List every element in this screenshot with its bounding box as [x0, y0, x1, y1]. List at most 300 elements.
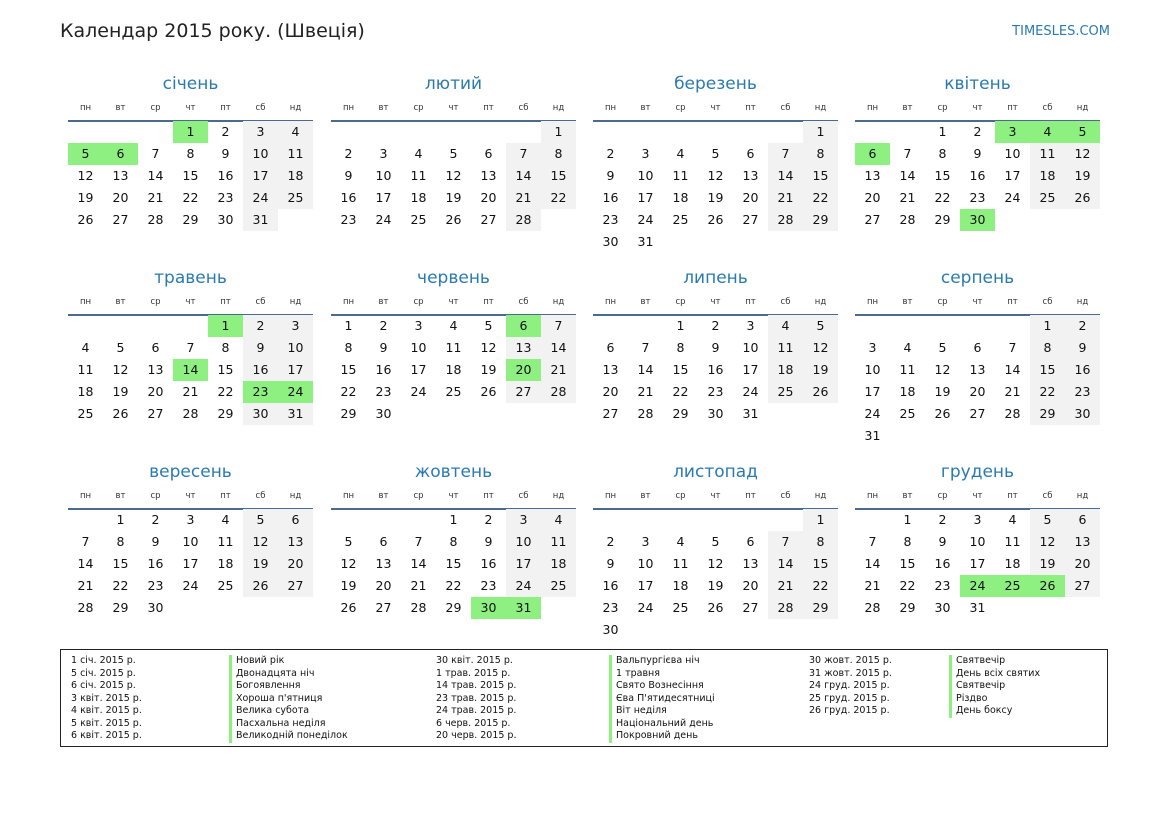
day-cell: 17	[278, 359, 313, 381]
legend-item: Хороша п'ятниця	[229, 693, 348, 706]
day-cell: 6	[606, 340, 615, 355]
day-cell: 14	[768, 553, 803, 575]
day-cell: 11	[899, 362, 916, 377]
day-cell: 26	[707, 212, 724, 227]
day-cell: 7	[81, 534, 90, 549]
day-cell: 5	[116, 340, 125, 355]
weekday-label: пт	[1007, 297, 1018, 307]
legend-item: День боксу	[949, 705, 1040, 718]
day-cell: 13	[278, 531, 313, 553]
day-cell: 8	[676, 340, 685, 355]
day-cell: 23	[707, 384, 724, 399]
day-cell: 25	[278, 187, 313, 209]
weekday-label: сб	[518, 297, 529, 307]
day-cell: 1	[1030, 315, 1065, 337]
day-cell: 8	[1030, 337, 1065, 359]
day-cell: 28	[1004, 406, 1021, 421]
day-cell: 4	[1008, 512, 1017, 527]
day-cell: 3	[414, 318, 423, 333]
legend-dates-col3	[809, 655, 892, 718]
day-cell: 27	[969, 406, 986, 421]
day-cell: 13	[480, 168, 497, 183]
day-cell: 10	[506, 531, 541, 553]
day-cell: 30	[602, 234, 619, 249]
day-cell: 1	[344, 318, 353, 333]
day-cell: 5	[711, 146, 720, 161]
day-cell: 18	[278, 165, 313, 187]
day-cell: 9	[221, 146, 230, 161]
day-cell: 12	[340, 556, 357, 571]
day-cell: 12	[112, 362, 129, 377]
legend-item: Святвечір	[949, 655, 1040, 668]
day-cell: 31	[864, 428, 881, 443]
day-cell: 24	[1004, 190, 1021, 205]
day-cell: 28	[768, 209, 803, 231]
day-cell: 15	[112, 556, 129, 571]
holiday-day-cell: 24	[960, 575, 995, 597]
day-cell: 2	[938, 512, 947, 527]
weekday-label: вт	[902, 491, 913, 501]
day-cell: 8	[116, 534, 125, 549]
day-cell: 24	[637, 600, 654, 615]
day-cell: 7	[414, 534, 423, 549]
weekday-label: сб	[780, 491, 791, 501]
day-cell: 16	[147, 556, 164, 571]
day-cell: 22	[340, 384, 357, 399]
day-cell: 19	[934, 384, 951, 399]
day-cell: 10	[637, 556, 654, 571]
day-cell: 10	[637, 168, 654, 183]
day-cell: 4	[676, 534, 685, 549]
weekday-label: пн	[342, 103, 355, 113]
weekday-label: пн	[79, 297, 92, 307]
day-cell: 16	[969, 168, 986, 183]
day-cell: 1	[803, 509, 838, 531]
day-cell: 19	[340, 578, 357, 593]
day-cell: 29	[112, 600, 129, 615]
day-cell: 22	[934, 190, 951, 205]
day-cell: 20	[112, 190, 129, 205]
day-cell: 5	[484, 318, 493, 333]
weekday-label: ср	[675, 297, 686, 307]
day-cell: 14	[768, 165, 803, 187]
day-cell: 7	[768, 143, 803, 165]
day-cell: 2	[221, 124, 230, 139]
day-cell: 2	[711, 318, 720, 333]
day-cell: 17	[506, 553, 541, 575]
day-cell: 17	[410, 362, 427, 377]
day-cell: 2	[1065, 315, 1100, 337]
day-cell: 29	[340, 406, 357, 421]
day-cell: 24	[375, 212, 392, 227]
day-cell: 2	[973, 124, 982, 139]
weekday-label: нд	[1076, 491, 1089, 501]
day-cell: 19	[112, 384, 129, 399]
day-cell: 25	[768, 381, 803, 403]
day-cell: 23	[480, 578, 497, 593]
legend-item: Віт неділя	[609, 705, 715, 718]
day-cell: 17	[742, 362, 759, 377]
day-cell: 4	[541, 509, 576, 531]
weekday-label: сб	[1042, 103, 1053, 113]
day-cell: 21	[1004, 384, 1021, 399]
day-cell: 20	[147, 384, 164, 399]
holiday-day-cell: 14	[173, 359, 208, 381]
weekday-label: сб	[255, 103, 266, 113]
day-cell: 21	[768, 187, 803, 209]
day-cell: 30	[707, 406, 724, 421]
day-cell: 10	[864, 362, 881, 377]
weekday-label: пт	[483, 491, 494, 501]
weekday-label: нд	[289, 103, 302, 113]
day-cell: 7	[541, 315, 576, 337]
legend-item: Свято Вознесіння	[609, 680, 715, 693]
month-divider	[593, 120, 838, 122]
weekday-label: ср	[937, 297, 948, 307]
day-cell: 21	[768, 575, 803, 597]
day-cell: 29	[934, 212, 951, 227]
day-cell: 30	[934, 600, 951, 615]
day-cell: 26	[803, 381, 838, 403]
holiday-day-cell: 1	[208, 315, 243, 337]
weekday-label: пт	[220, 103, 231, 113]
weekday-label: вт	[640, 297, 651, 307]
day-cell: 22	[217, 384, 234, 399]
weekday-label: сб	[255, 491, 266, 501]
day-cell: 9	[243, 337, 278, 359]
day-cell: 27	[278, 575, 313, 597]
day-cell: 14	[864, 556, 881, 571]
day-cell: 22	[445, 578, 462, 593]
day-cell: 21	[864, 578, 881, 593]
day-cell: 15	[445, 556, 462, 571]
day-cell: 1	[116, 512, 125, 527]
day-cell: 11	[672, 168, 689, 183]
day-cell: 4	[676, 146, 685, 161]
weekday-label: пт	[220, 297, 231, 307]
legend-dates-col2	[436, 655, 516, 743]
day-cell: 30	[602, 622, 619, 637]
holiday-day-cell: 6	[506, 315, 541, 337]
day-cell: 4	[768, 315, 803, 337]
day-cell: 31	[969, 600, 986, 615]
site-link[interactable]: TIMESLES.COM	[1012, 24, 1110, 39]
day-cell: 8	[903, 534, 912, 549]
day-cell: 28	[506, 209, 541, 231]
day-cell: 19	[445, 190, 462, 205]
weekday-label: пт	[745, 103, 756, 113]
weekday-label: ср	[413, 103, 424, 113]
day-cell: 23	[602, 600, 619, 615]
month-divider	[593, 508, 838, 510]
day-cell: 22	[1030, 381, 1065, 403]
weekday-label: ср	[675, 491, 686, 501]
day-cell: 11	[410, 168, 427, 183]
day-cell: 11	[1030, 143, 1065, 165]
day-cell: 27	[742, 212, 759, 227]
legend-item: 5 квіт. 2015 р.	[71, 717, 142, 729]
weekday-label: пн	[604, 297, 617, 307]
weekday-label: вт	[378, 103, 389, 113]
day-cell: 5	[803, 315, 838, 337]
day-cell: 17	[1004, 168, 1021, 183]
legend-item: 30 жовт. 2015 р.	[809, 655, 892, 666]
day-cell: 4	[221, 512, 230, 527]
weekday-label: ср	[937, 103, 948, 113]
day-cell: 16	[375, 362, 392, 377]
day-cell: 18	[410, 190, 427, 205]
day-cell: 4	[414, 146, 423, 161]
day-cell: 9	[1065, 337, 1100, 359]
day-cell: 7	[186, 340, 195, 355]
month-name: серпень	[940, 268, 1015, 288]
legend-item: Пасхальна неділя	[229, 718, 348, 731]
page-title: Календар 2015 року. (Швеція)	[60, 20, 365, 42]
weekday-label: чт	[448, 103, 459, 113]
day-cell: 11	[217, 534, 234, 549]
day-cell: 28	[541, 381, 576, 403]
day-cell: 5	[711, 534, 720, 549]
month-name: квітень	[944, 74, 1011, 94]
day-cell: 7	[506, 143, 541, 165]
legend-item: 3 квіт. 2015 р.	[71, 692, 142, 704]
weekday-label: пн	[342, 491, 355, 501]
weekday-label: чт	[710, 103, 721, 113]
day-cell: 21	[637, 384, 654, 399]
weekday-label: нд	[552, 103, 565, 113]
day-cell: 28	[410, 600, 427, 615]
day-cell: 4	[81, 340, 90, 355]
month-name: листопад	[673, 462, 758, 482]
weekday-label: чт	[185, 491, 196, 501]
day-cell: 4	[449, 318, 458, 333]
weekday-label: ср	[150, 491, 161, 501]
day-cell: 6	[746, 534, 755, 549]
weekday-label: пт	[483, 103, 494, 113]
day-cell: 22	[803, 187, 838, 209]
legend-item: 4 квіт. 2015 р.	[71, 705, 142, 716]
day-cell: 21	[410, 578, 427, 593]
legend-item: 30 квіт. 2015 р.	[436, 655, 513, 666]
day-cell: 24	[742, 384, 759, 399]
legend-item: Святвечір	[949, 680, 1040, 693]
weekday-label: нд	[552, 297, 565, 307]
day-cell: 27	[864, 212, 881, 227]
day-cell: 6	[1065, 509, 1100, 531]
day-cell: 22	[672, 384, 689, 399]
weekday-label: сб	[780, 297, 791, 307]
day-cell: 18	[77, 384, 94, 399]
month-name: березень	[674, 74, 757, 94]
day-cell: 5	[1030, 509, 1065, 531]
weekday-label: нд	[814, 491, 827, 501]
holiday-day-cell: 1	[173, 121, 208, 143]
day-cell: 29	[672, 406, 689, 421]
day-cell: 12	[803, 337, 838, 359]
day-cell: 9	[484, 534, 493, 549]
day-cell: 27	[602, 406, 619, 421]
day-cell: 13	[742, 168, 759, 183]
holiday-day-cell: 31	[506, 597, 541, 619]
weekday-label: нд	[552, 491, 565, 501]
day-cell: 26	[480, 384, 497, 399]
day-cell: 16	[602, 578, 619, 593]
day-cell: 9	[938, 534, 947, 549]
day-cell: 10	[410, 340, 427, 355]
holiday-day-cell: 30	[471, 597, 506, 619]
day-cell: 23	[602, 212, 619, 227]
legend-names-col1	[229, 655, 348, 743]
day-cell: 18	[672, 190, 689, 205]
day-cell: 25	[899, 406, 916, 421]
day-cell: 30	[1065, 403, 1100, 425]
legend-item: 1 трав. 2015 р.	[436, 667, 511, 679]
weekday-label: сб	[1042, 491, 1053, 501]
legend-item: 5 січ. 2015 р.	[71, 667, 136, 679]
day-cell: 22	[541, 187, 576, 209]
holiday-day-cell: 23	[243, 381, 278, 403]
day-cell: 11	[1004, 534, 1021, 549]
legend-names-col2	[609, 655, 715, 743]
weekday-label: пн	[604, 491, 617, 501]
day-cell: 11	[77, 362, 94, 377]
holiday-day-cell: 5	[68, 143, 103, 165]
day-cell: 15	[672, 362, 689, 377]
day-cell: 26	[707, 600, 724, 615]
weekday-label: нд	[1076, 297, 1089, 307]
weekday-label: пт	[1007, 491, 1018, 501]
day-cell: 15	[899, 556, 916, 571]
weekday-label: нд	[814, 297, 827, 307]
day-cell: 8	[221, 340, 230, 355]
day-cell: 10	[742, 340, 759, 355]
legend-item: 26 груд. 2015 р.	[809, 705, 890, 716]
month-name: травень	[154, 268, 227, 288]
day-cell: 3	[278, 315, 313, 337]
day-cell: 29	[445, 600, 462, 615]
day-cell: 19	[1030, 553, 1065, 575]
day-cell: 7	[768, 531, 803, 553]
day-cell: 1	[903, 512, 912, 527]
day-cell: 8	[803, 531, 838, 553]
weekday-label: сб	[518, 103, 529, 113]
day-cell: 7	[903, 146, 912, 161]
day-cell: 29	[803, 597, 838, 619]
legend-item: Національний день	[609, 718, 715, 731]
day-cell: 10	[969, 534, 986, 549]
holiday-legend	[60, 649, 1108, 747]
weekday-label: пн	[604, 103, 617, 113]
weekday-label: пн	[79, 103, 92, 113]
day-cell: 7	[641, 340, 650, 355]
weekday-label: чт	[972, 103, 983, 113]
day-cell: 11	[672, 556, 689, 571]
day-cell: 13	[112, 168, 129, 183]
legend-item: Велика субота	[229, 705, 348, 718]
day-cell: 2	[484, 512, 493, 527]
day-cell: 10	[243, 143, 278, 165]
weekday-label: чт	[185, 103, 196, 113]
day-cell: 11	[768, 337, 803, 359]
day-cell: 3	[641, 146, 650, 161]
legend-item: 6 січ. 2015 р.	[71, 680, 136, 691]
day-cell: 2	[344, 146, 353, 161]
weekday-label: вт	[115, 297, 126, 307]
day-cell: 8	[186, 146, 195, 161]
legend-item: 20 черв. 2015 р.	[436, 730, 517, 741]
day-cell: 30	[375, 406, 392, 421]
day-cell: 2	[151, 512, 160, 527]
weekday-label: ср	[937, 491, 948, 501]
day-cell: 20	[480, 190, 497, 205]
day-cell: 3	[506, 509, 541, 531]
day-cell: 1	[541, 121, 576, 143]
day-cell: 31	[243, 209, 278, 231]
weekday-label: вт	[115, 103, 126, 113]
day-cell: 28	[637, 406, 654, 421]
legend-item: 1 травня	[609, 668, 715, 681]
weekday-label: нд	[289, 491, 302, 501]
day-cell: 10	[1004, 146, 1021, 161]
day-cell: 9	[606, 556, 615, 571]
day-cell: 16	[1065, 359, 1100, 381]
day-cell: 19	[803, 359, 838, 381]
day-cell: 28	[899, 212, 916, 227]
day-cell: 22	[803, 575, 838, 597]
day-cell: 19	[480, 362, 497, 377]
day-cell: 23	[1065, 381, 1100, 403]
legend-item: Покровний день	[609, 730, 715, 743]
day-cell: 9	[711, 340, 720, 355]
legend-item: День всіх святих	[949, 668, 1040, 681]
day-cell: 13	[742, 556, 759, 571]
day-cell: 17	[243, 165, 278, 187]
day-cell: 19	[707, 190, 724, 205]
holiday-day-cell: 4	[1030, 121, 1065, 143]
legend-item: 24 трав. 2015 р.	[436, 705, 517, 716]
day-cell: 26	[243, 575, 278, 597]
day-cell: 18	[768, 359, 803, 381]
day-cell: 6	[278, 509, 313, 531]
weekday-label: сб	[255, 297, 266, 307]
day-cell: 5	[938, 340, 947, 355]
day-cell: 27	[742, 600, 759, 615]
day-cell: 29	[899, 600, 916, 615]
weekday-label: ср	[675, 103, 686, 113]
day-cell: 20	[375, 578, 392, 593]
weekday-label: пт	[483, 297, 494, 307]
month-name: лютий	[424, 74, 483, 94]
day-cell: 14	[506, 165, 541, 187]
day-cell: 6	[746, 146, 755, 161]
day-cell: 19	[243, 553, 278, 575]
day-cell: 25	[672, 600, 689, 615]
weekday-label: вт	[902, 297, 913, 307]
day-cell: 1	[803, 121, 838, 143]
legend-item: Різдво	[949, 693, 1040, 706]
day-cell: 3	[379, 146, 388, 161]
day-cell: 9	[606, 168, 615, 183]
legend-item: 24 груд. 2015 р.	[809, 680, 890, 691]
weekday-label: чт	[972, 297, 983, 307]
weekday-label: сб	[1042, 297, 1053, 307]
weekday-label: ср	[413, 297, 424, 307]
weekday-label: пт	[1007, 103, 1018, 113]
holiday-day-cell: 25	[995, 575, 1030, 597]
day-cell: 11	[445, 340, 462, 355]
day-cell: 18	[445, 362, 462, 377]
day-cell: 23	[934, 578, 951, 593]
